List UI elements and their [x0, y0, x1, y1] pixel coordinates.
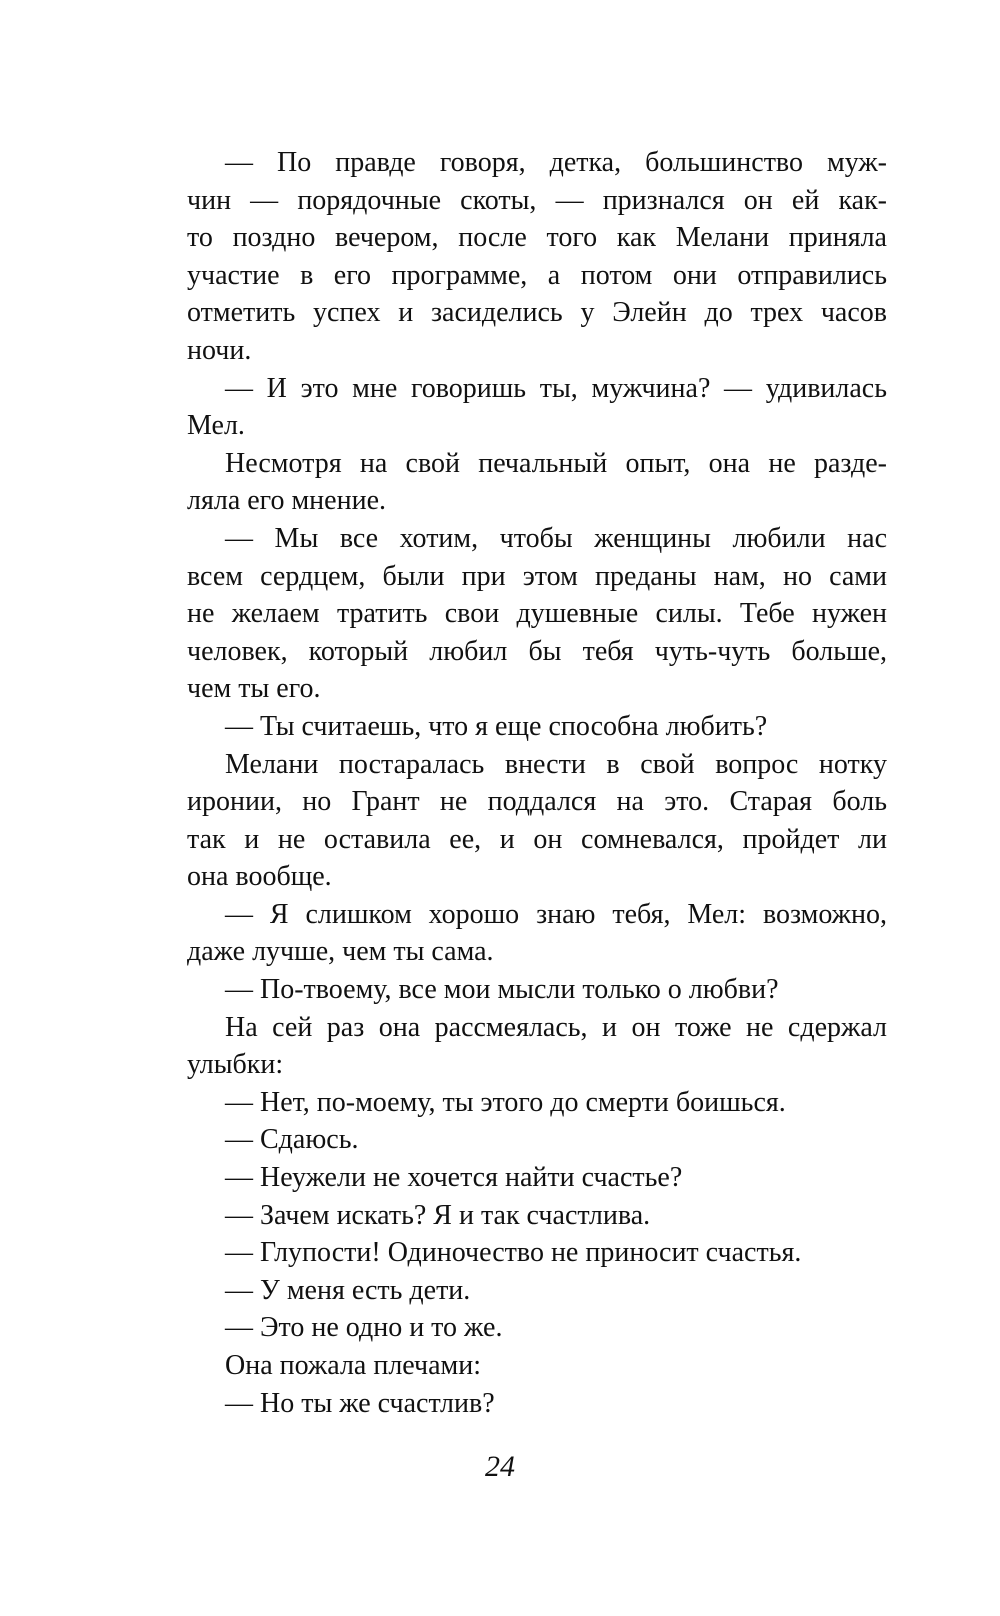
text-line: — Я слишком хорошо знаю тебя, Мел: возможно,: [225, 898, 887, 930]
body-text: [187, 144, 887, 1422]
text-line: чин — порядочные скоты, — признался он ей как-: [187, 184, 887, 216]
text-line: — У меня есть дети.: [225, 1274, 471, 1306]
text-line: всем сердцем, были при этом преданы нам, но сами: [187, 560, 887, 592]
text-line: — Но ты же счастлив?: [225, 1387, 495, 1419]
text-line: Мелани постаралась внести в свой вопрос нотку: [225, 748, 887, 780]
text-line: — Мы все хотим, чтобы женщины любили нас: [225, 522, 887, 554]
text-line: участие в его программе, а потом они отправились: [187, 259, 887, 291]
text-line: — Неужели не хочется найти счастье?: [225, 1162, 683, 1194]
text-line: — Ты считаешь, что я еще способна любить?: [225, 710, 768, 742]
text-line: отметить успех и засиделись у Элейн до трех часов: [187, 297, 887, 329]
text-line: — И это мне говоришь ты, мужчина? — удивилась: [225, 372, 887, 404]
page-number: 24: [485, 1450, 515, 1483]
text-line: — Нет, по-моему, ты этого до смерти боишься.: [225, 1086, 786, 1118]
text-line: улыбки:: [187, 1049, 284, 1081]
text-line: иронии, но Грант не поддался на это. Старая боль: [187, 786, 887, 818]
text-line: то поздно вечером, после того как Мелани приняла: [187, 222, 887, 254]
text-line: так и не оставила ее, и он сомневался, пройдет ли: [187, 823, 887, 855]
text-line: — Зачем искать? Я и так счастлива.: [225, 1199, 651, 1231]
text-line: — По-твоему, все мои мысли только о любви?: [225, 974, 779, 1006]
text-line: — Это не одно и то же.: [225, 1312, 503, 1344]
text-line: — Сдаюсь.: [225, 1124, 359, 1156]
text-line: — Глупости! Одиночество не приносит счастья.: [225, 1237, 802, 1269]
text-line: Она пожала плечами:: [225, 1350, 482, 1381]
text-line: ляла его мнение.: [187, 485, 386, 517]
text-line: — По правде говоря, детка, большинство муж-: [225, 147, 887, 178]
text-line: она вообще.: [187, 861, 332, 893]
text-line: чем ты его.: [187, 673, 321, 705]
text-line: Несмотря на свой печальный опыт, она не разде-: [225, 447, 887, 479]
text-line: На сей раз она рассмеялась, и он тоже не сдержал: [225, 1011, 887, 1043]
text-line: не желаем тратить свои душевные силы. Тебе нужен: [187, 598, 887, 630]
text-line: человек, который любил бы тебя чуть-чуть больше,: [187, 635, 887, 667]
text-line: Мел.: [187, 410, 245, 442]
text-line: ночи.: [187, 334, 252, 366]
text-line: даже лучше, чем ты сама.: [187, 936, 494, 968]
